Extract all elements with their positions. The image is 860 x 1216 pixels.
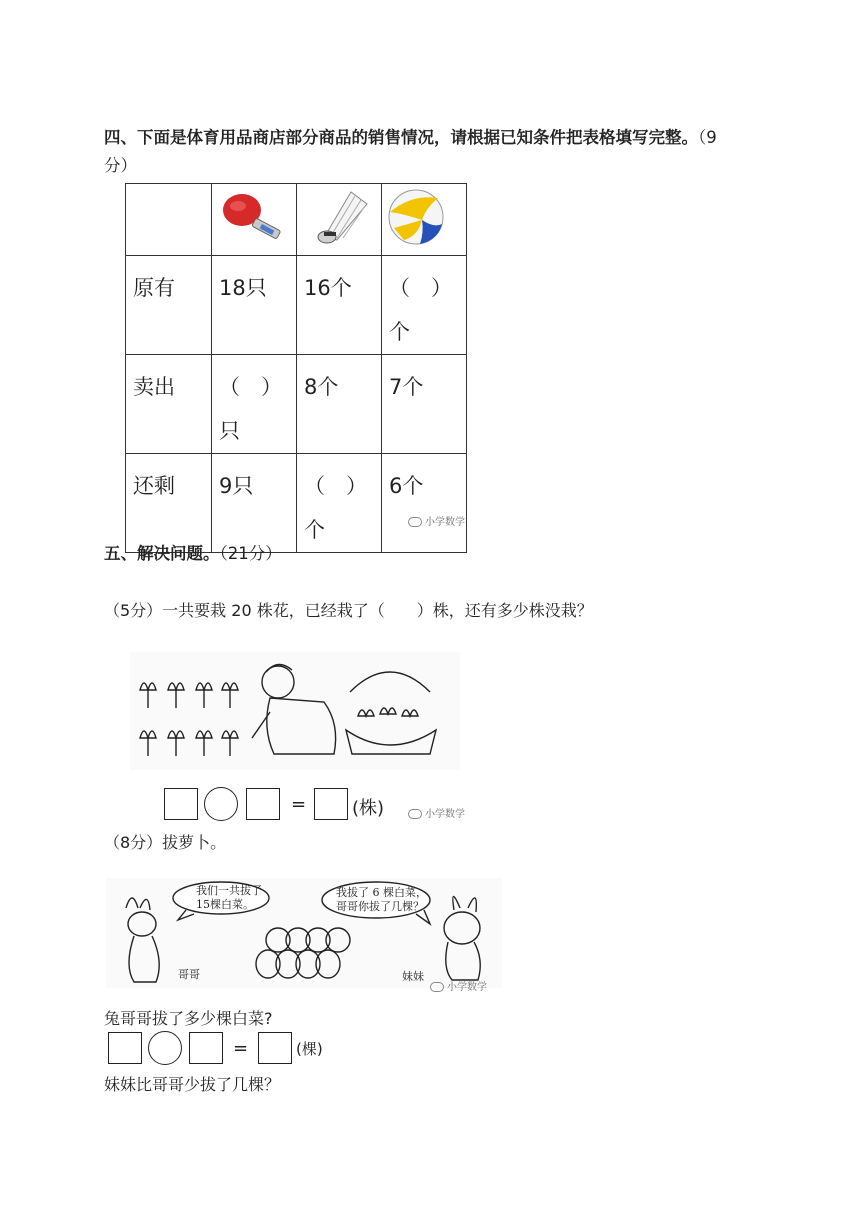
speech-left-line2: 15棵白菜。 <box>196 898 254 911</box>
problem-2-text: （8分）拔萝卜。 <box>104 833 227 852</box>
flower-planting-illustration <box>130 652 460 770</box>
table-cell: 16个 <box>304 276 352 300</box>
watermark: 小学数学 <box>408 805 465 820</box>
answer-box[interactable] <box>108 1032 142 1064</box>
q4-title: 四、下面是体育用品商店部分商品的销售情况，请根据已知条件把表格填写完整。（9 分） <box>104 128 717 175</box>
unit-label: (株) <box>352 798 385 819</box>
subquestion-1: 兔哥哥拔了多少棵白菜? <box>104 1009 273 1028</box>
table-cell: 18只 <box>219 276 267 300</box>
table-cell: 9只 <box>219 474 254 498</box>
speech-left-line1: 我们一共拔了 <box>196 884 262 897</box>
table-cell: （ ） 只 <box>219 375 282 443</box>
problem-1-text: （5分）一共要栽 20 株花，已经栽了（ ）株，还有多少株没栽？ <box>104 601 593 620</box>
volleyball-icon <box>382 184 467 256</box>
q5-title: 五、解决问题。（21分） <box>104 544 282 563</box>
operator-circle[interactable] <box>204 787 238 821</box>
answer-box[interactable] <box>314 788 348 820</box>
equals-sign: = <box>291 794 307 815</box>
answer-box[interactable] <box>164 788 198 820</box>
table-cell: 6个 <box>389 474 424 498</box>
watermark: 小学数学 <box>430 978 487 993</box>
speech-right-line2: 哥哥你拔了几棵？ <box>336 900 424 913</box>
table-cell: 8个 <box>304 375 339 399</box>
row-label: 卖出 <box>133 375 175 399</box>
table-cell: （ ） 个 <box>304 474 367 542</box>
subquestion-2: 妹妹比哥哥少拔了几棵？ <box>104 1075 281 1094</box>
table-header-blank <box>126 184 212 256</box>
table-row <box>126 454 467 553</box>
name-left: 哥哥 <box>178 968 200 981</box>
operator-circle[interactable] <box>148 1031 182 1065</box>
table-row <box>126 256 467 355</box>
answer-box[interactable] <box>189 1032 223 1064</box>
equals-sign: = <box>233 1038 249 1059</box>
wechat-icon <box>408 517 422 527</box>
table-row <box>126 355 467 454</box>
rabbits-cabbage-illustration <box>106 878 502 988</box>
paddle-icon <box>212 184 297 256</box>
row-label: 还剩 <box>133 474 175 498</box>
table-cell: 7个 <box>389 375 424 399</box>
speech-right-line1: 我拔了 6 棵白菜， <box>336 886 427 899</box>
sales-table <box>125 183 467 553</box>
wechat-icon <box>430 982 444 992</box>
table-cell: （ ） 个 <box>389 276 452 344</box>
row-label: 原有 <box>133 276 175 300</box>
answer-box[interactable] <box>258 1032 292 1064</box>
watermark: 小学数学 <box>408 513 465 528</box>
answer-box[interactable] <box>246 788 280 820</box>
shuttlecock-icon <box>297 184 382 256</box>
name-right: 妹妹 <box>402 970 424 983</box>
wechat-icon <box>408 809 422 819</box>
unit-label: (棵) <box>296 1040 323 1058</box>
